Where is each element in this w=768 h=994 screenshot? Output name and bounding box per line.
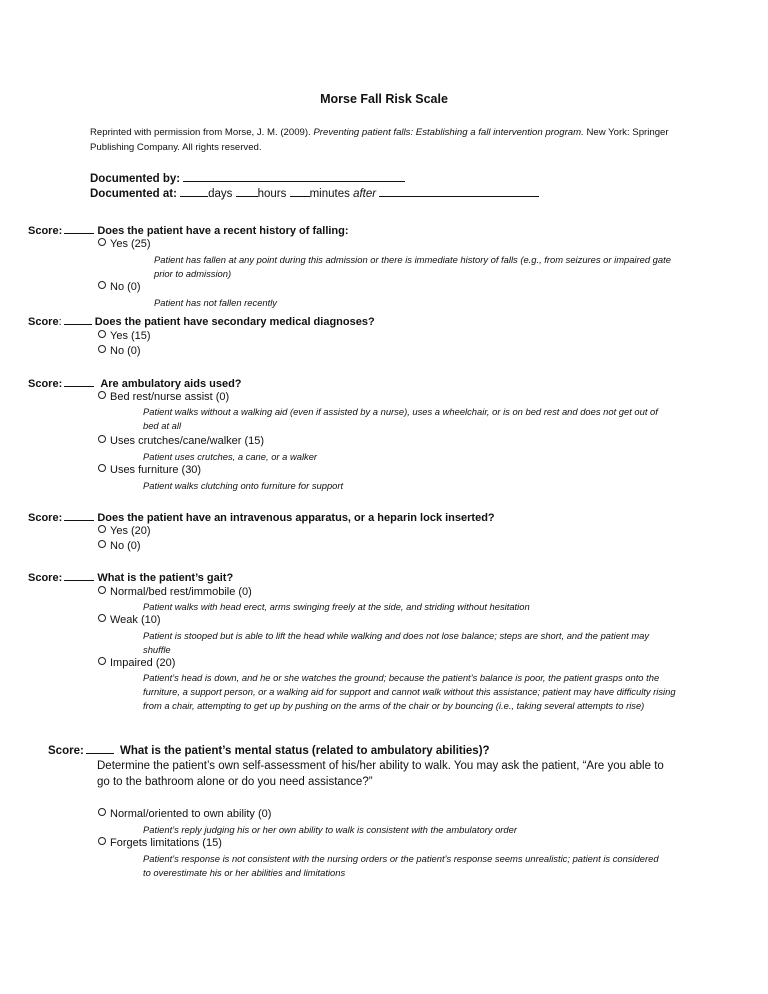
question-5-text: What is the patient’s gait?	[97, 572, 234, 584]
question-1-text: Does the patient have a recent history of falling:	[97, 225, 349, 237]
days-field[interactable]	[180, 185, 208, 197]
question-3-text: Are ambulatory aids used?	[100, 378, 242, 390]
score-label: Score:	[48, 745, 84, 757]
q6-forgets-description: Patient’s response is not consistent with the nursing orders or the patient’s response seems unrealistic; patient is considered to overestimate his or her abilities and limitations	[143, 853, 659, 878]
score-field-1[interactable]	[64, 223, 94, 234]
option-label: Bed rest/nurse assist (0)	[110, 391, 230, 403]
reprint-suffix: New York: Springer Publishing Company. All rights reserved.	[90, 127, 669, 153]
radio-circle-icon	[98, 435, 106, 443]
score-label: Score:	[28, 316, 62, 328]
after-label: after	[353, 188, 377, 200]
minutes-field[interactable]	[290, 185, 310, 197]
radio-circle-icon	[98, 238, 106, 246]
documented-by-label: Documented by:	[90, 173, 181, 185]
option-label: No (0)	[110, 540, 141, 552]
after-field[interactable]	[379, 185, 539, 197]
q4-option-yes[interactable]	[98, 525, 151, 537]
radio-circle-icon	[98, 281, 106, 289]
score-label: Score:	[28, 378, 63, 390]
option-label: Impaired (20)	[110, 657, 176, 669]
q1-option-yes[interactable]	[98, 238, 151, 250]
q1-no-description: Patient has not fallen recently	[154, 297, 277, 308]
radio-circle-icon	[98, 614, 106, 622]
option-label: Normal/bed rest/immobile (0)	[110, 586, 252, 598]
q3-option-bed-rest[interactable]	[98, 391, 229, 403]
score-field-6[interactable]	[86, 743, 114, 754]
q3-option-furniture[interactable]	[98, 464, 201, 476]
option-label: No (0)	[110, 345, 141, 357]
q5-impaired-description: Patient’s head is down, and he or she watches the ground; because the patient’s balance is poor, the patient grasps onto the furniture, a support person, or a walking aid for support and cannot walk without this assistance; patient may have difficulty rising from a chair, attempting to get up by pushing on the arms of the chair or by bouncing (i.e., taking several attempts to rise)	[143, 672, 676, 711]
option-label: Yes (25)	[110, 238, 151, 250]
radio-circle-icon	[98, 540, 106, 548]
question-4-text: Does the patient have an intravenous apparatus, or a heparin lock inserted?	[97, 512, 495, 524]
option-label: Forgets limitations (15)	[110, 837, 222, 849]
radio-circle-icon	[98, 525, 106, 533]
q5-weak-description: Patient is stooped but is able to lift the head while walking and does not lose balance; steps are short, and the patient may shuffle	[143, 630, 650, 655]
reprint-notice	[90, 125, 670, 155]
radio-circle-icon	[98, 657, 106, 665]
q5-normal-description: Patient walks with head erect, arms swinging freely at the side, and striding without hesitation	[143, 601, 530, 612]
question-2	[28, 314, 375, 328]
radio-circle-icon	[98, 330, 106, 338]
score-field-5[interactable]	[64, 570, 94, 581]
q6-normal-description: Patient’s reply judging his or her own ability to walk is consistent with the ambulatory order	[143, 824, 517, 835]
minutes-label: minutes	[309, 188, 350, 200]
page-title: Morse Fall Risk Scale	[320, 92, 448, 106]
q6-instruction: Determine the patient’s own self-assessment of his/her ability to walk. You may ask the patient, “Are you able to go to the bathroom alone or do you need assistance?”	[97, 760, 664, 788]
radio-circle-icon	[98, 464, 106, 472]
score-label: Score:	[28, 225, 63, 237]
option-label: Yes (15)	[110, 330, 151, 342]
q5-option-weak[interactable]	[98, 614, 161, 626]
question-2-text: Does the patient have secondary medical diagnoses?	[94, 316, 375, 328]
score-field-3[interactable]	[64, 376, 94, 387]
radio-circle-icon	[98, 345, 106, 353]
documented-at-row	[90, 185, 539, 200]
radio-circle-icon	[98, 808, 106, 816]
q1-option-no[interactable]	[98, 281, 141, 293]
q5-option-impaired[interactable]	[98, 657, 175, 669]
q2-option-no[interactable]	[98, 345, 141, 357]
score-label: Score:	[28, 572, 63, 584]
q5-option-normal[interactable]	[98, 586, 252, 598]
question-3	[28, 376, 242, 390]
score-field-2[interactable]	[64, 314, 92, 325]
reprint-prefix: Reprinted with permission from Morse, J. M. (2009).	[90, 127, 314, 138]
documented-by-row	[90, 170, 405, 185]
score-field-4[interactable]	[64, 510, 94, 521]
option-label: Uses crutches/cane/walker (15)	[110, 435, 265, 447]
question-6	[48, 743, 490, 757]
option-label: Weak (10)	[110, 614, 161, 626]
q3-option-crutches[interactable]	[98, 435, 264, 447]
radio-circle-icon	[98, 391, 106, 399]
option-label: Uses furniture (30)	[110, 464, 202, 476]
q1-yes-description: Patient has fallen at any point during this admission or there is immediate history of falls (e.g., from seizures or impaired gate prior to admission)	[154, 254, 671, 279]
radio-circle-icon	[98, 586, 106, 594]
question-5	[28, 570, 233, 584]
q2-option-yes[interactable]	[98, 330, 151, 342]
q4-option-no[interactable]	[98, 540, 141, 552]
radio-circle-icon	[98, 837, 106, 845]
hours-field[interactable]	[236, 185, 258, 197]
q3-bed-rest-description: Patient walks without a walking aid (even if assisted by a nurse), uses a wheelchair, or is on bed rest and does not get out of bed at all	[143, 406, 658, 431]
documented-at-label: Documented at:	[90, 188, 177, 200]
documented-by-field[interactable]	[183, 170, 405, 182]
option-label: Normal/oriented to own ability (0)	[110, 808, 272, 820]
q3-furniture-description: Patient walks clutching onto furniture for support	[143, 480, 344, 491]
q6-option-normal[interactable]	[98, 808, 271, 820]
question-4	[28, 510, 495, 524]
option-label: No (0)	[110, 281, 141, 293]
q6-option-forgets[interactable]	[98, 837, 222, 849]
reprint-book-title: Preventing patient falls: Establishing a fall intervention program.	[313, 127, 584, 138]
option-label: Yes (20)	[110, 525, 151, 537]
question-1	[28, 223, 349, 237]
days-label: days	[208, 188, 233, 200]
score-label: Score:	[28, 512, 63, 524]
hours-label: hours	[257, 188, 287, 200]
question-6-text: What is the patient’s mental status (related to ambulatory abilities)?	[120, 745, 490, 757]
q3-crutches-description: Patient uses crutches, a cane, or a walker	[143, 451, 318, 462]
